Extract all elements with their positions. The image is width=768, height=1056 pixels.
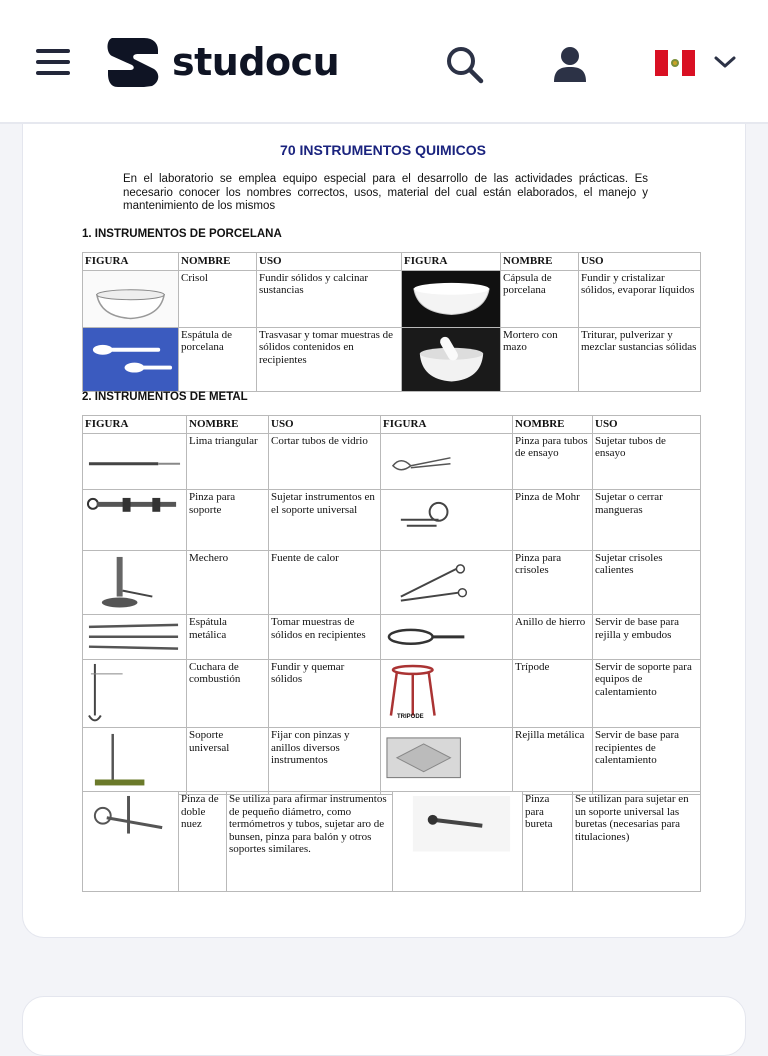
- section-heading-metal: 2. INSTRUMENTOS DE METAL: [82, 391, 248, 403]
- instrument-name: Cápsula de porcelana: [501, 270, 579, 327]
- column-header: FIGURA: [381, 416, 513, 434]
- instrument-use: Sujetar tubos de ensayo: [593, 433, 701, 490]
- mortar-pestle-icon: [402, 327, 501, 391]
- instrument-name: Mechero: [187, 550, 269, 615]
- instrument-use: Fundir sólidos y calcinar sustancias: [257, 270, 402, 327]
- column-header: NOMBRE: [513, 416, 593, 434]
- hamburger-menu-icon[interactable]: [36, 47, 70, 77]
- table-header-row: [83, 253, 701, 271]
- instrument-name: Crisol: [179, 270, 257, 327]
- instrument-use: Sujetar instrumentos en el soporte universal: [269, 490, 381, 551]
- table-row: [83, 792, 701, 892]
- instrument-name: Lima triangular: [187, 433, 269, 490]
- studocu-logo[interactable]: [104, 36, 339, 88]
- triangular-file-icon: [83, 433, 187, 490]
- column-header: FIGURA: [83, 253, 179, 271]
- next-page-card: [22, 996, 746, 1056]
- table-header-row: [83, 416, 701, 434]
- chevron-down-icon[interactable]: [712, 52, 738, 72]
- porcelain-capsule-icon: [402, 270, 501, 327]
- metal-spatula-icon: [83, 615, 187, 660]
- table-row: [83, 490, 701, 551]
- instrument-use: Fijar con pinzas y anillos diversos instrumentos: [269, 728, 381, 795]
- table-row: [83, 659, 701, 727]
- bunsen-burner-icon: [83, 550, 187, 615]
- top-navbar: [0, 0, 768, 124]
- column-header: FIGURA: [83, 416, 187, 434]
- instrument-name: Pinza de Mohr: [513, 490, 593, 551]
- column-header: USO: [257, 253, 402, 271]
- user-account-icon[interactable]: [550, 44, 590, 84]
- instrument-use: Triturar, pulverizar y mezclar sustancias sólidas: [579, 327, 701, 391]
- instrument-use: Cortar tubos de vidrio: [269, 433, 381, 490]
- clamps-table: [82, 791, 701, 892]
- section-heading-porcelain: 1. INSTRUMENTOS DE PORCELANA: [82, 228, 282, 240]
- table-row: [83, 433, 701, 490]
- document-title: 70 INSTRUMENTOS QUIMICOS: [280, 142, 486, 158]
- porcelain-table: [82, 252, 701, 392]
- instrument-name: Pinza para bureta: [523, 792, 573, 892]
- instrument-use: Fuente de calor: [269, 550, 381, 615]
- instrument-use: Servir de base para rejilla y embudos: [593, 615, 701, 660]
- table-row: [83, 327, 701, 391]
- instrument-name: Soporte universal: [187, 728, 269, 795]
- tripod-image-caption: TRIPODE: [397, 713, 424, 720]
- column-header: NOMBRE: [187, 416, 269, 434]
- instrument-use: Tomar muestras de sólidos en recipientes: [269, 615, 381, 660]
- instrument-name: Pinza de doble nuez: [179, 792, 227, 892]
- instrument-name: Espátula metálica: [187, 615, 269, 660]
- table-row: [83, 550, 701, 615]
- mohr-clamp-icon: [381, 490, 513, 551]
- instrument-name: Anillo de hierro: [513, 615, 593, 660]
- column-header: USO: [593, 416, 701, 434]
- column-header: NOMBRE: [179, 253, 257, 271]
- crucible-icon: [83, 270, 179, 327]
- column-header: NOMBRE: [501, 253, 579, 271]
- instrument-name: Trípode: [513, 659, 593, 727]
- instrument-use: Sujetar o cerrar mangueras: [593, 490, 701, 551]
- column-header: USO: [579, 253, 701, 271]
- logo-text: studocu: [172, 40, 340, 84]
- instrument-name: Pinza para tubos de ensayo: [513, 433, 593, 490]
- table-row: [83, 728, 701, 795]
- table-row: [83, 270, 701, 327]
- test-tube-clamp-icon: [381, 433, 513, 490]
- instrument-use: Trasvasar y tomar muestras de sólidos contenidos en recipientes: [257, 327, 402, 391]
- studocu-logo-mark-icon: [104, 36, 162, 88]
- support-clamp-icon: [83, 490, 187, 551]
- crucible-tongs-icon: [381, 550, 513, 615]
- metal-table: [82, 415, 701, 795]
- column-header: USO: [269, 416, 381, 434]
- iron-ring-icon: [381, 615, 513, 660]
- double-nut-clamp-icon: [83, 792, 179, 892]
- instrument-name: Rejilla metálica: [513, 728, 593, 795]
- peru-flag-icon[interactable]: [655, 50, 695, 76]
- porcelain-spatula-icon: [83, 327, 179, 391]
- search-icon[interactable]: [444, 44, 484, 84]
- table-row: [83, 615, 701, 660]
- instrument-name: Pinza para crisoles: [513, 550, 593, 615]
- instrument-use: Servir de base para recipientes de calentamiento: [593, 728, 701, 795]
- burette-clamp-icon: [393, 792, 523, 892]
- tripod-icon: [381, 659, 513, 727]
- instrument-use: Sujetar crisoles calientes: [593, 550, 701, 615]
- document-intro: En el laboratorio se emplea equipo especial para el desarrollo de las actividades prácticas. Es necesario conocer los nombres correctos, usos, material del cual están elaborados, el manejo y mantenimiento de los mismos: [123, 173, 648, 212]
- instrument-use: Se utiliza para afirmar instrumentos de pequeño diámetro, como termómetros y tubos, sujetar aro de bunsen, pinza para balón y otros soportes similares.: [227, 792, 393, 892]
- instrument-name: Pinza para soporte: [187, 490, 269, 551]
- instrument-name: Mortero con mazo: [501, 327, 579, 391]
- instrument-name: Cuchara de combustión: [187, 659, 269, 727]
- instrument-name: Espátula de porcelana: [179, 327, 257, 391]
- wire-gauze-icon: [381, 728, 513, 795]
- combustion-spoon-icon: [83, 659, 187, 727]
- universal-stand-icon: [83, 728, 187, 795]
- instrument-use: Fundir y quemar sólidos: [269, 659, 381, 727]
- instrument-use: Fundir y cristalizar sólidos, evaporar líquidos: [579, 270, 701, 327]
- instrument-use: Servir de soporte para equipos de calentamiento: [593, 659, 701, 727]
- column-header: FIGURA: [402, 253, 501, 271]
- instrument-use: Se utilizan para sujetar en un soporte universal las buretas (necesarias para titulaciones): [573, 792, 701, 892]
